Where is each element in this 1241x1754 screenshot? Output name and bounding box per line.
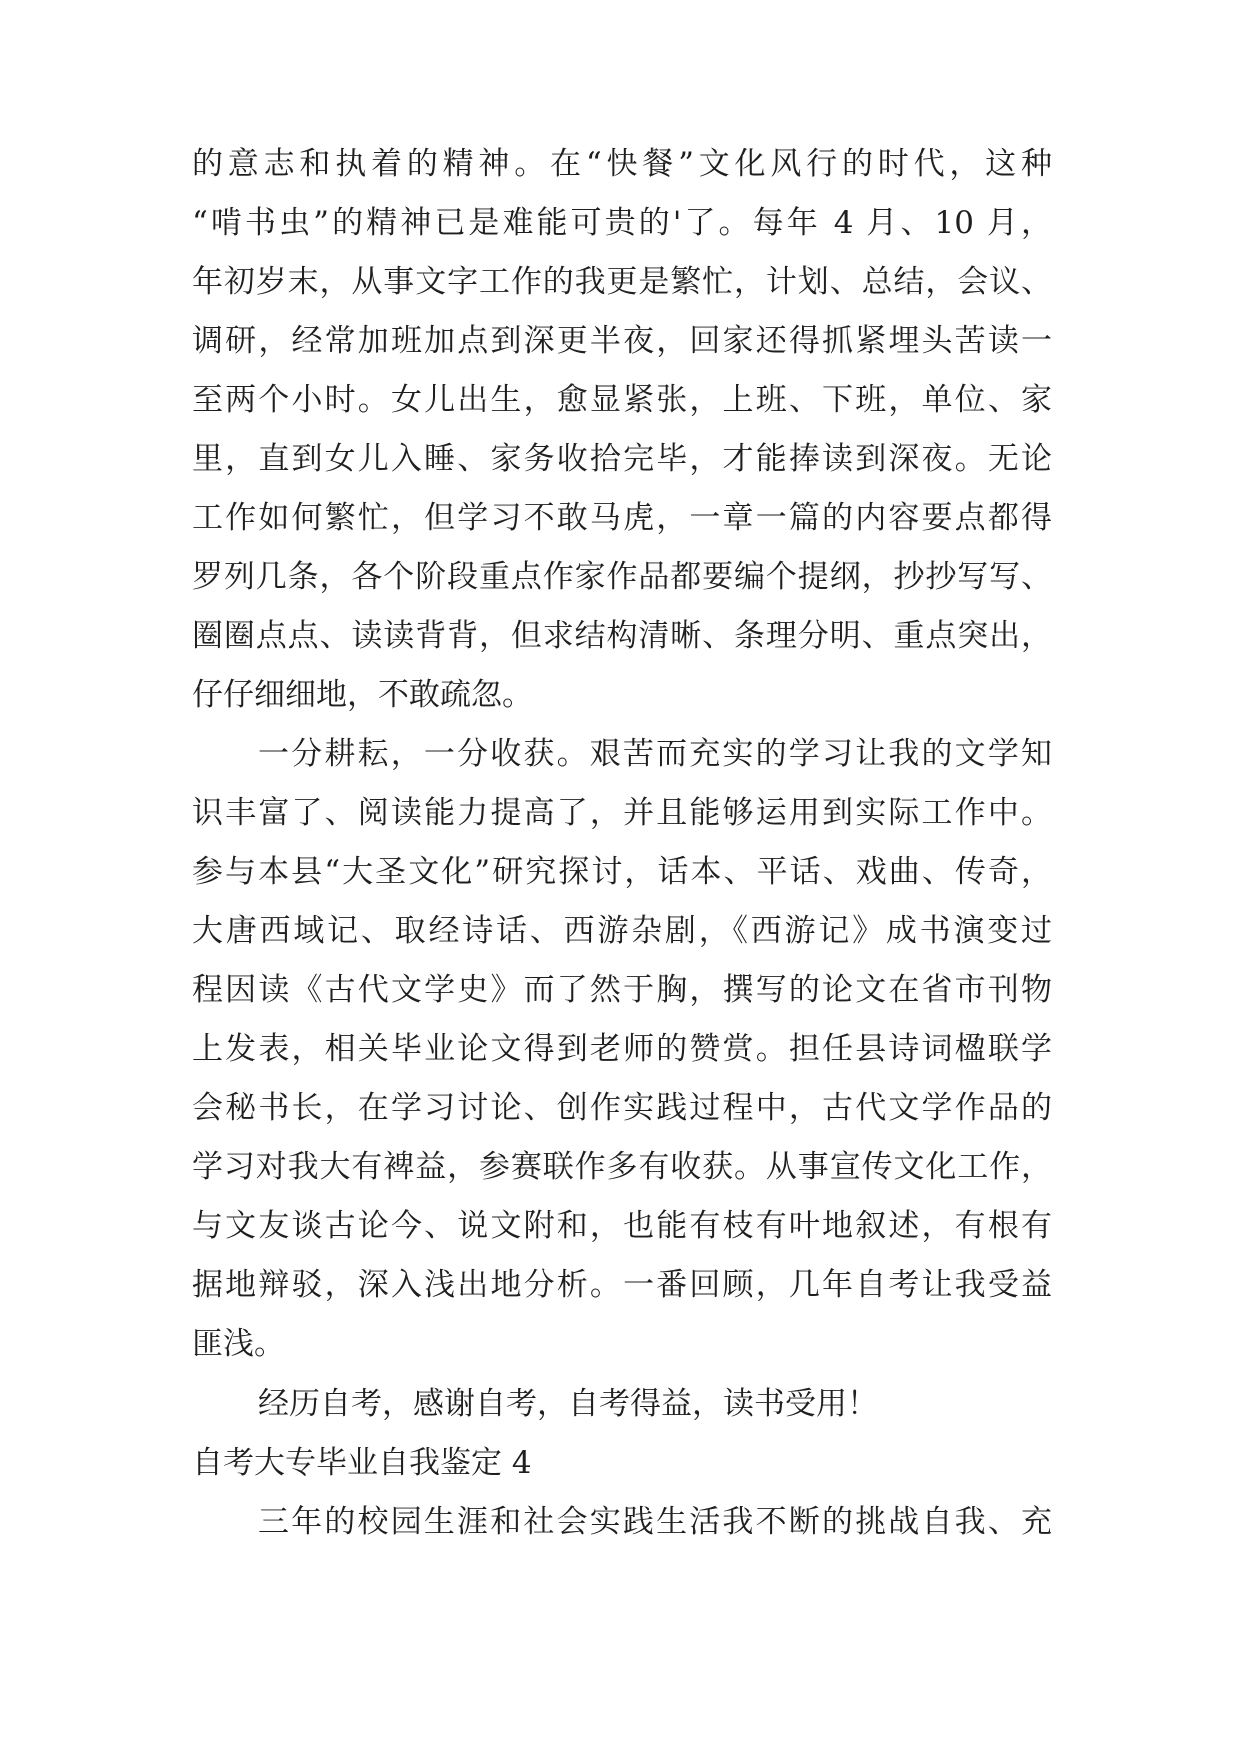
text-line: 识丰富了、阅读能力提高了，并且能够运用到实际工作中。 (192, 795, 1052, 831)
text-line: 参与本县“大圣文化”研究探讨，话本、平话、戏曲、传奇， (192, 854, 1052, 890)
text-line: “啃书虫”的精神已是难能可贵的'了。每年 4 月、10 月， (192, 205, 1052, 241)
paragraph-first-line: 三年的校园生涯和社会实践生活我不断的挑战自我、充 (258, 1504, 1052, 1540)
paragraph-first-line: 一分耕耘，一分收获。艰苦而充实的学习让我的文学知 (258, 736, 1052, 772)
text-line: 据地辩驳，深入浅出地分析。一番回顾，几年自考让我受益 (192, 1267, 1052, 1303)
text-line: 圈圈点点、读读背背，但求结构清晰、条理分明、重点突出， (192, 618, 1052, 654)
text-line: 调研，经常加班加点到深更半夜，回家还得抓紧埋头苦读一 (192, 323, 1052, 359)
text-line: 里，直到女儿入睡、家务收拾完毕，才能捧读到深夜。无论 (192, 441, 1052, 477)
text-line: 匪浅。 (192, 1326, 285, 1362)
text-line: 至两个小时。女儿出生，愈显紧张，上班、下班，单位、家 (192, 382, 1052, 418)
text-line: 罗列几条，各个阶段重点作家作品都要编个提纲，抄抄写写、 (192, 559, 1052, 595)
text-line: 与文友谈古论今、说文附和，也能有枝有叶地叙述，有根有 (192, 1208, 1052, 1244)
text-line: 大唐西域记、取经诗话、西游杂剧，《西游记》成书演变过 (192, 913, 1052, 949)
section-heading: 自考大专毕业自我鉴定 4 (192, 1445, 532, 1481)
text-line: 程因读《古代文学史》而了然于胸，撰写的论文在省市刊物 (192, 972, 1052, 1008)
text-line: 学习对我大有裨益，参赛联作多有收获。从事宣传文化工作， (192, 1149, 1052, 1185)
text-line: 会秘书长，在学习讨论、创作实践过程中，古代文学作品的 (192, 1090, 1052, 1126)
paragraph-first-line: 经历自考，感谢自考，自考得益，读书受用！ (258, 1386, 878, 1422)
text-line: 的意志和执着的精神。在“快餐”文化风行的时代，这种 (192, 146, 1052, 182)
text-line: 年初岁末，从事文字工作的我更是繁忙，计划、总结，会议、 (192, 264, 1052, 300)
text-line: 上发表，相关毕业论文得到老师的赞赏。担任县诗词楹联学 (192, 1031, 1052, 1067)
text-line: 仔仔细细地，不敢疏忽。 (192, 677, 533, 713)
text-line: 工作如何繁忙，但学习不敢马虎，一章一篇的内容要点都得 (192, 500, 1052, 536)
